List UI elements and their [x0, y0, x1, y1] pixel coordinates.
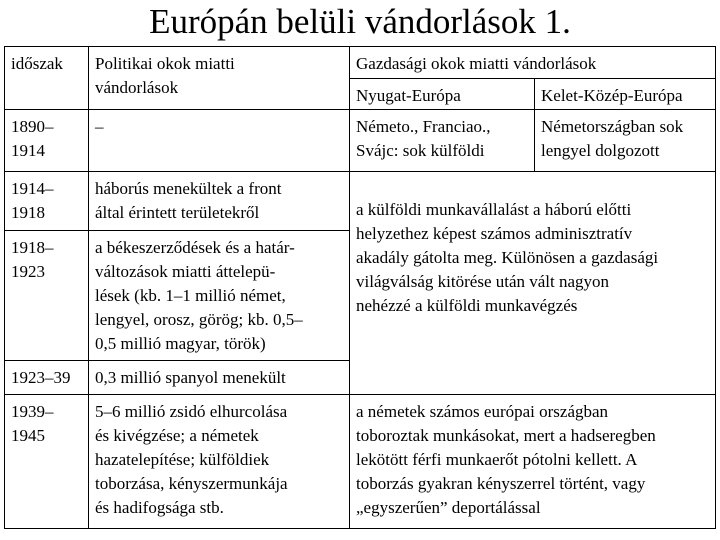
row-1890-political: –	[89, 110, 350, 172]
header-economic: Gazdasági okok miatti vándorlások	[350, 47, 716, 79]
migration-table	[4, 46, 716, 529]
row-1923-political: 0,3 millió spanyol menekült	[89, 361, 350, 395]
header-west: Nyugat-Európa	[350, 79, 535, 110]
row-1890-west: Németo., Franciao., Svájc: sok külföldi	[350, 110, 535, 172]
header-period: időszak	[5, 47, 89, 110]
header-political: Politikai okok miatti vándorlások	[89, 47, 350, 110]
row-1939-period: 1939– 1945	[5, 395, 89, 529]
merged-economic-text: a külföldi munkavállalást a háború előtti helyzethez képest számos adminisztratív akadály gátolta meg. Különösen a gazdasági világválság kitörése után vált nagyon nehézzé a külföldi munkavégzés	[350, 172, 716, 395]
row-1914-period: 1914– 1918	[5, 172, 89, 231]
row-1890-period: 1890– 1914	[5, 110, 89, 172]
row-1923-period: 1923–39	[5, 361, 89, 395]
row-1918-period: 1918– 1923	[5, 231, 89, 361]
row-1918-political: a békeszerződések és a határ- változások miatti áttelepü- lések (kb. 1–1 millió német, lengyel, orosz, görög; kb. 0,5– 0,5 millió magyar, török)	[89, 231, 350, 361]
row-1939-economic: a németek számos európai országban toboroztak munkásokat, mert a hadseregben lekötött férfi munkaerőt pótolni kellett. A toborzás gyakran kényszerrel történt, vagy „egyszerűen” deportálással	[350, 395, 716, 529]
page-title: Európán belüli vándorlások 1.	[149, 2, 571, 41]
header-east: Kelet-Közép-Európa	[535, 79, 716, 110]
row-1914-political: háborús menekültek a front által érintett területekről	[89, 172, 350, 231]
row-1890-east: Németországban sok lengyel dolgozott	[535, 110, 716, 172]
row-1939-political: 5–6 millió zsidó elhurcolása és kivégzése; a németek hazatelepítése; külföldiek toborzása, kényszermunkája és hadifogsága stb.	[89, 395, 350, 529]
